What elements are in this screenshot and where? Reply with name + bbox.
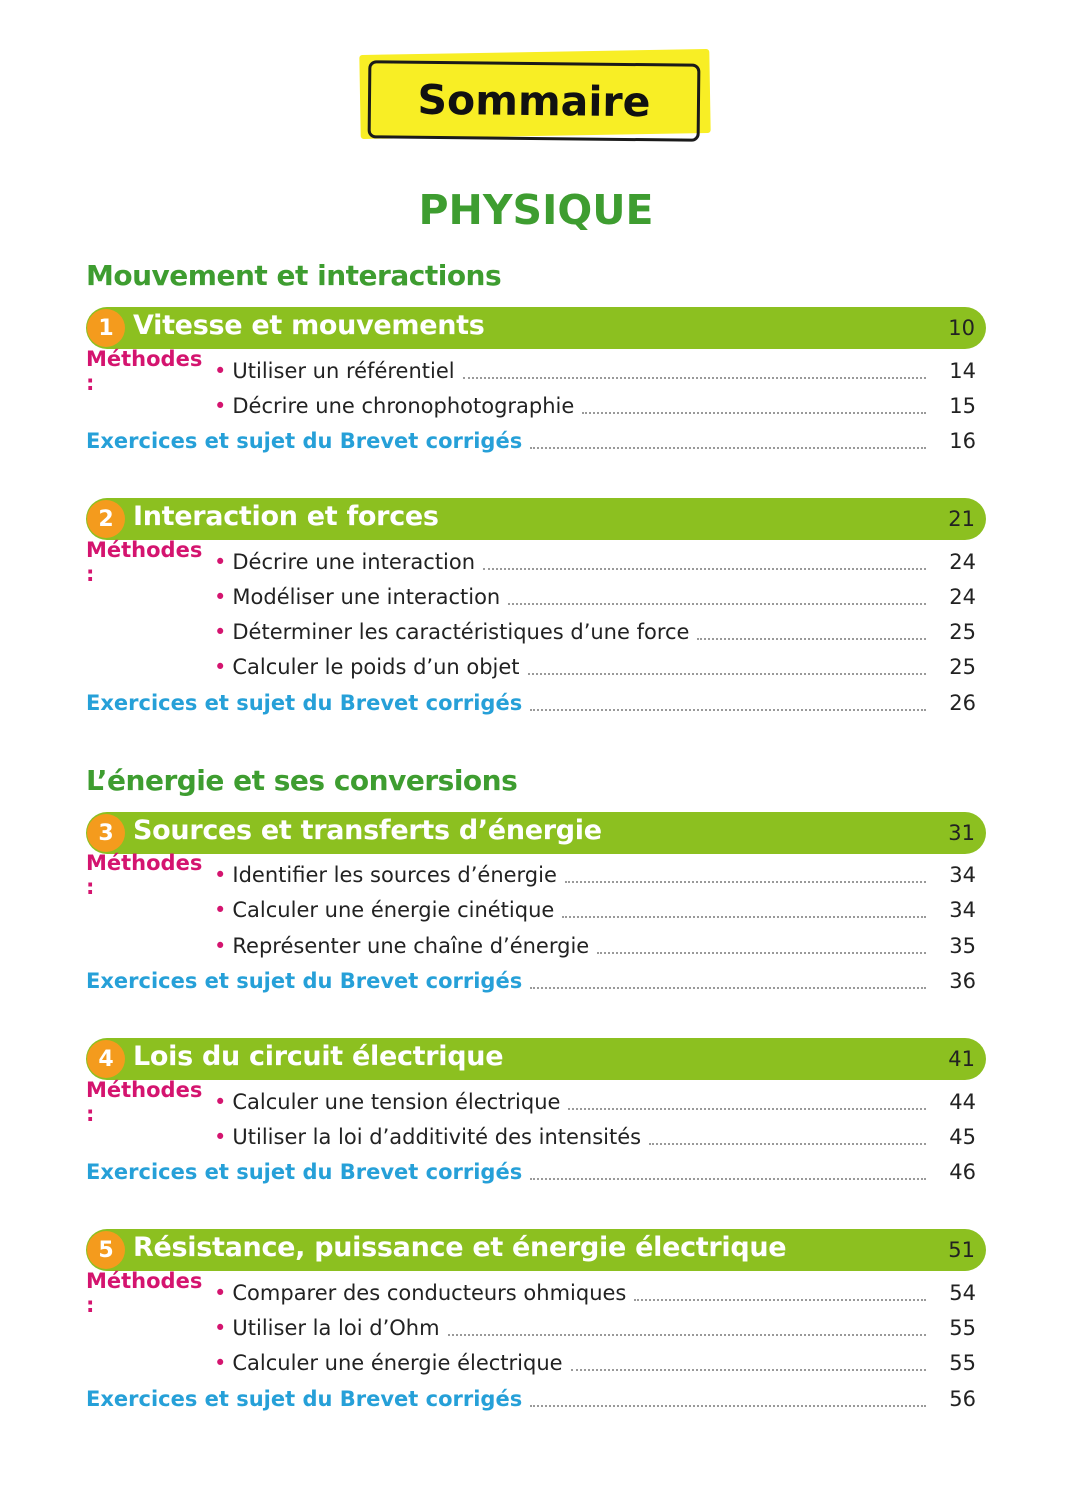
chapter-number-badge: 3 [87,814,125,852]
toc-row-method[interactable] [86,892,976,927]
method-text: Utiliser la loi d’Ohm [232,1315,440,1340]
exercises-page: 26 [949,690,976,715]
exercises-page: 56 [949,1386,976,1411]
method-page: 55 [949,1350,976,1375]
dot-leader [530,1154,926,1180]
methods-label: Méthodes : [86,537,203,586]
exercises-label: Exercices et sujet du Brevet corrigés [86,968,523,993]
chapter-number-badge: 4 [87,1040,125,1078]
toc-row-method[interactable] [86,928,976,963]
method-text: Utiliser un référentiel [232,358,455,383]
exercises-page: 46 [949,1159,976,1184]
methods-label: Méthodes : [86,346,203,395]
toc-row-exercises[interactable] [86,1154,976,1189]
exercises-label: Exercices et sujet du Brevet corrigés [86,1386,523,1411]
title-banner [358,52,714,152]
chapter-page: 41 [948,1047,975,1071]
method-page: 24 [949,549,976,574]
dot-leader [597,928,926,954]
subject-heading: PHYSIQUE [418,186,654,234]
chapter-title: Lois du circuit électrique [133,1041,504,1072]
method-text: Calculer le poids d’un objet [232,654,520,679]
bullet: • [214,1350,227,1375]
dot-leader [448,1310,926,1336]
toc-row-exercises[interactable] [86,1381,976,1416]
dot-leader [530,685,926,711]
method-text: Calculer une tension électrique [232,1089,561,1114]
dot-leader [568,1084,926,1110]
dot-leader [528,649,926,675]
toc-row-method[interactable] [86,346,976,395]
methods-label: Méthodes : [86,850,203,899]
bullet: • [214,1280,227,1305]
toc-row-exercises[interactable] [86,423,976,458]
method-page: 44 [949,1089,976,1114]
method-page: 25 [949,619,976,644]
chapter-page: 31 [948,821,975,845]
method-page: 24 [949,584,976,609]
dot-leader [582,388,926,414]
toc-row-method[interactable] [86,579,976,614]
dot-leader [634,1275,926,1301]
exercises-label: Exercices et sujet du Brevet corrigés [86,428,523,453]
dot-leader [530,963,926,989]
chapter-title: Sources et transferts d’énergie [133,815,602,846]
page-title: Sommaire [368,60,701,141]
bullet: • [214,619,227,644]
dot-leader [483,544,926,570]
method-text: Déterminer les caractéristiques d’une force [232,619,690,644]
bullet: • [214,393,227,418]
exercises-page: 36 [949,968,976,993]
exercises-label: Exercices et sujet du Brevet corrigés [86,690,523,715]
method-text: Calculer une énergie électrique [232,1350,563,1375]
method-page: 54 [949,1280,976,1305]
methods-label: Méthodes : [86,1077,203,1126]
dot-leader [463,353,926,379]
dot-leader [649,1119,926,1145]
chapter-bar[interactable] [86,812,986,854]
chapter-bar[interactable] [86,307,986,349]
dot-leader [508,579,926,605]
chapter-number-badge: 1 [87,309,125,347]
toc-row-method[interactable] [86,850,976,899]
method-text: Calculer une énergie cinétique [232,897,555,922]
toc-row-method[interactable] [86,649,976,684]
method-text: Décrire une interaction [232,549,476,574]
section-title: L’énergie et ses conversions [86,764,518,797]
method-page: 45 [949,1124,976,1149]
dot-leader [697,614,926,640]
method-text: Modéliser une interaction [232,584,501,609]
toc-row-method[interactable] [86,1268,976,1317]
toc-row-exercises[interactable] [86,963,976,998]
bullet: • [214,897,227,922]
toc-row-method[interactable] [86,614,976,649]
toc-row-method[interactable] [86,1310,976,1345]
method-page: 35 [949,933,976,958]
chapter-number-badge: 5 [87,1231,125,1269]
chapter-title: Résistance, puissance et énergie électrique [133,1232,787,1263]
bullet: • [214,1315,227,1340]
dot-leader [565,857,926,883]
method-text: Utiliser la loi d’additivité des intensités [232,1124,642,1149]
method-page: 55 [949,1315,976,1340]
methods-label: Méthodes : [86,1268,203,1317]
dot-leader [562,892,926,918]
exercises-label: Exercices et sujet du Brevet corrigés [86,1159,523,1184]
bullet: • [214,1124,227,1149]
bullet: • [214,933,227,958]
method-text: Représenter une chaîne d’énergie [232,933,590,958]
dot-leader [530,423,926,449]
chapter-page: 51 [948,1238,975,1262]
chapter-title: Vitesse et mouvements [133,310,485,341]
method-page: 34 [949,862,976,887]
chapter-bar[interactable] [86,1038,986,1080]
method-page: 34 [949,897,976,922]
bullet: • [214,862,227,887]
method-page: 14 [949,358,976,383]
section-title: Mouvement et interactions [86,259,502,292]
toc-row-method[interactable] [86,1077,976,1126]
toc-row-exercises[interactable] [86,685,976,720]
method-page: 25 [949,654,976,679]
dot-leader [571,1345,926,1371]
bullet: • [214,549,227,574]
chapter-bar[interactable] [86,498,986,540]
chapter-number-badge: 2 [87,500,125,538]
toc-row-method[interactable] [86,1345,976,1380]
toc-row-method[interactable] [86,388,976,423]
method-page: 15 [949,393,976,418]
toc-row-method[interactable] [86,1119,976,1154]
bullet: • [214,654,227,679]
dot-leader [530,1381,926,1407]
chapter-page: 21 [948,507,975,531]
chapter-title: Interaction et forces [133,501,439,532]
bullet: • [214,584,227,609]
bullet: • [214,1089,227,1114]
method-text: Décrire une chronophotographie [232,393,575,418]
bullet: • [214,358,227,383]
chapter-bar[interactable] [86,1229,986,1271]
exercises-page: 16 [949,428,976,453]
toc-row-method[interactable] [86,537,976,586]
method-text: Identifier les sources d’énergie [232,862,557,887]
method-text: Comparer des conducteurs ohmiques [232,1280,627,1305]
chapter-page: 10 [948,316,975,340]
